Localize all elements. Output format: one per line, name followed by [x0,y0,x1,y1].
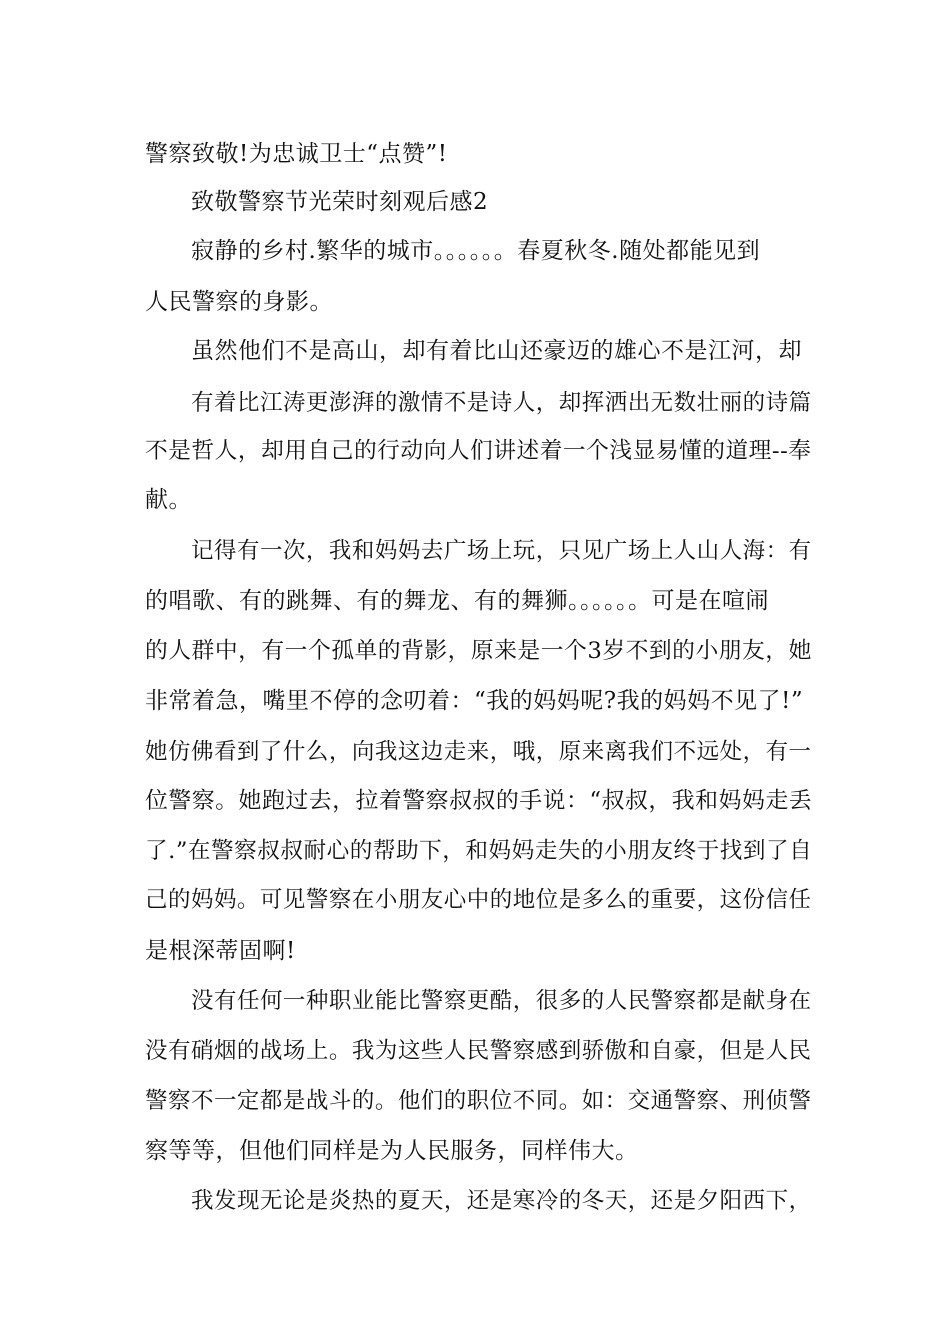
text-line: 的人群中，有一个孤单的背影，原来是一个3岁不到的小朋友，她 [145,638,812,664]
text-line: 她仿佛看到了什么，向我这边走来，哦，原来离我们不远处，有一 [145,739,812,765]
text-line: 虽然他们不是高山，却有着比山还豪迈的雄心不是江河，却 [191,338,802,364]
text-line: 我发现无论是炎热的夏天，还是寒冷的冬天，还是夕阳西下， [191,1188,812,1214]
text-line: 是根深蒂固啊! [145,938,296,964]
text-line: 没有任何一种职业能比警察更酷，很多的人民警察都是献身在 [191,988,812,1014]
text-line: 不是哲人，却用自己的行动向人们讲述着一个浅显易懂的道理--奉 [145,438,812,464]
text-line: 有着比江涛更澎湃的激情不是诗人，却挥洒出无数壮丽的诗篇 [191,390,812,416]
text-line: 位警察。她跑过去，拉着警察叔叔的手说：“叔叔，我和妈妈走丢 [145,788,813,814]
text-line: 人民警察的身影。 [145,289,333,315]
text-line: 记得有一次，我和妈妈去广场上玩，只见广场上人山人海：有 [191,538,812,564]
text-line: 了.”在警察叔叔耐心的帮助下，和妈妈走失的小朋友终于找到了自 [145,838,813,864]
essay-title: 致敬警察节光荣时刻观后感2 [191,189,489,215]
text-line: 警察致敬!为忠诚卫士“点赞”! [145,141,448,167]
text-line: 察等等，但他们同样是为人民服务，同样伟大。 [145,1138,639,1164]
text-line: 己的妈妈。可见警察在小朋友心中的地位是多么的重要，这份信任 [145,887,812,913]
text-line: 没有硝烟的战场上。我为这些人民警察感到骄傲和自豪，但是人民 [145,1038,812,1064]
text-line: 非常着急，嘴里不停的念叨着：“我的妈妈呢?我的妈妈不见了!” [145,688,804,714]
text-line: 警察不一定都是战斗的。他们的职位不同。如：交通警察、刑侦警 [145,1088,812,1114]
text-line: 的唱歌、有的跳舞、有的舞龙、有的舞狮。。。。。。可是在喧闹 [145,588,769,614]
text-line: 寂静的乡村.繁华的城市。。。。。。春夏秋冬.随处都能见到 [191,238,761,264]
text-line: 献。 [145,487,192,513]
